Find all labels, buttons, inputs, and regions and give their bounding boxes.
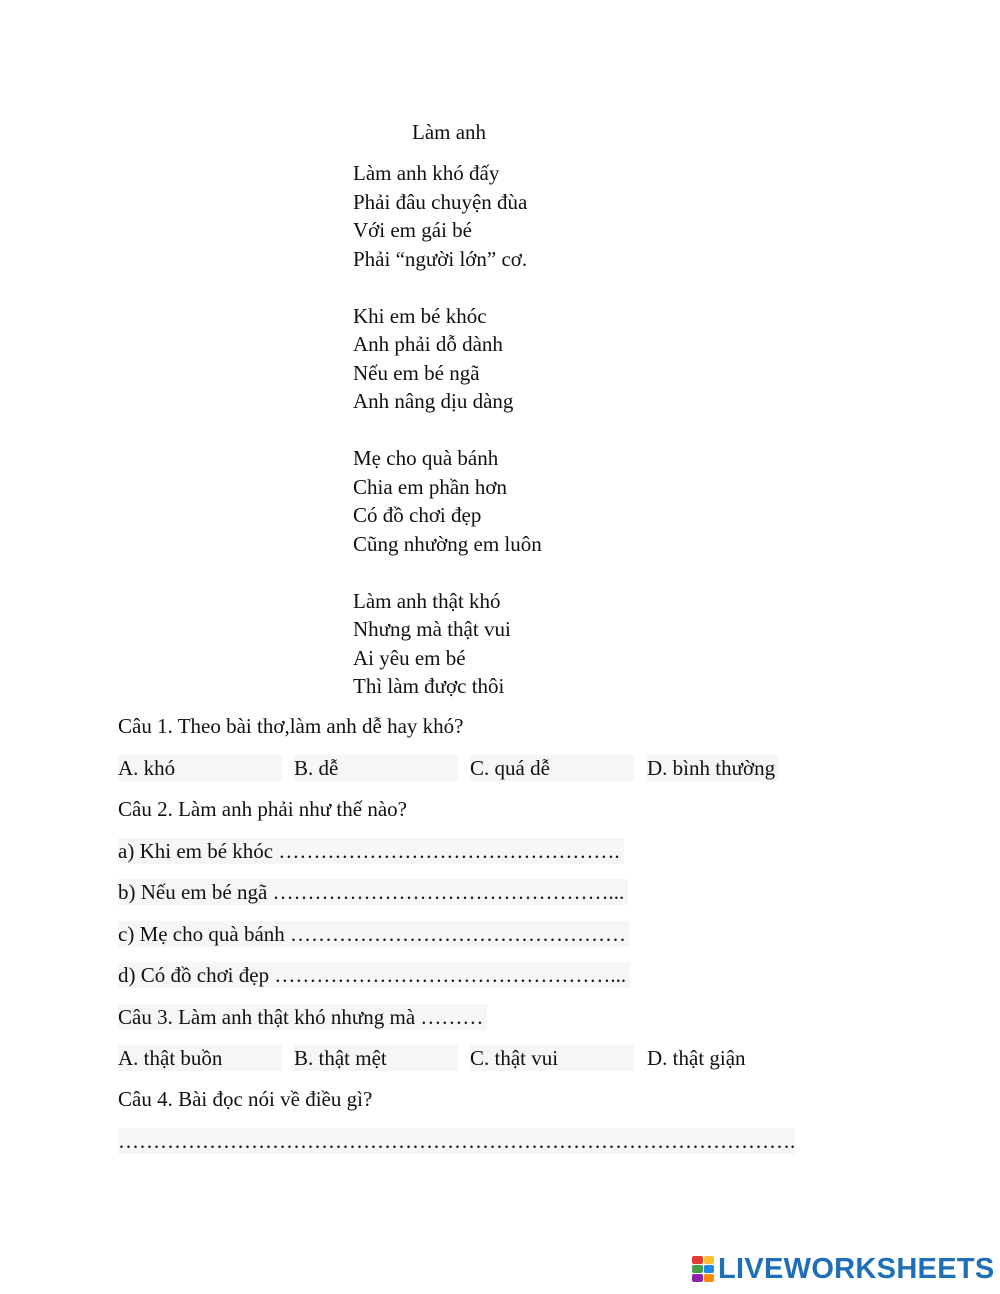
poem-line: Anh nâng dịu dàng [353, 389, 514, 413]
q2-answer-b[interactable]: b) Nếu em bé ngã …………………………………………... [118, 879, 628, 905]
poem-line: Cũng nhường em luôn [353, 531, 542, 556]
poem-title: Làm anh [412, 120, 487, 144]
question-3-options [118, 1045, 838, 1071]
q3-option-b[interactable]: B. thật mệt [294, 1045, 458, 1071]
poem-line: Làm anh khó đấy [353, 161, 500, 185]
q3-option-d[interactable]: D. thật giận [647, 1046, 746, 1070]
poem-line: Có đồ chơi đẹp [353, 503, 482, 527]
poem-line: Nhưng mà thật vui [353, 617, 511, 641]
q1-option-d[interactable]: D. bình thường [647, 755, 779, 781]
poem-stanza [353, 444, 542, 558]
q2-answer-d[interactable]: d) Có đồ chơi đẹp …………………………………………... [118, 962, 630, 988]
question-1-text: Câu 1. Theo bài thơ,làm anh dễ hay khó? [118, 714, 464, 738]
q1-option-a[interactable]: A. khó [118, 755, 282, 781]
q3-option-a[interactable]: A. thật buồn [118, 1045, 282, 1071]
q2-answer-c[interactable]: c) Mẹ cho quà bánh ………………………………………… [118, 921, 630, 947]
poem-line: Mẹ cho quà bánh [353, 446, 499, 470]
question-2-text: Câu 2. Làm anh phải như thế nào? [118, 797, 407, 821]
poem-line: Nếu em bé ngã [353, 360, 480, 385]
poem-line: Phải “người lớn” cơ. [353, 246, 528, 271]
poem-line: Làm anh thật khó [353, 588, 501, 613]
poem-stanza [353, 302, 542, 416]
poem-stanza [353, 159, 542, 273]
q1-option-c[interactable]: C. quá dễ [470, 755, 634, 781]
q1-option-b[interactable]: B. dễ [294, 755, 458, 781]
q3-option-c[interactable]: C. thật vui [470, 1045, 634, 1071]
poem-body [353, 159, 542, 701]
poem-line: Khi em bé khóc [353, 303, 487, 328]
logo-mark-icon [692, 1256, 714, 1282]
poem-stanza [353, 587, 542, 701]
q2-answer-a[interactable]: a) Khi em bé khóc …………………………………………. [118, 838, 624, 864]
poem-line: Ai yêu em bé [353, 645, 466, 670]
poem-line: Thì làm được thôi [353, 674, 505, 698]
question-4-text: Câu 4. Bài đọc nói về điều gì? [118, 1087, 373, 1111]
question-3-text[interactable]: Câu 3. Làm anh thật khó nhưng mà ……… [118, 1004, 487, 1030]
poem-line: Anh phải dỗ dành [353, 332, 503, 356]
poem-line: Chia em phần hơn [353, 474, 507, 499]
poem-line: Với em gái bé [353, 218, 472, 242]
question-1-options [118, 755, 838, 781]
liveworksheets-logo [692, 1254, 995, 1284]
logo-text: LIVEWORKSHEETS [718, 1253, 995, 1285]
q4-answer-input[interactable]: ……………………………………………………………………………………. [118, 1129, 796, 1153]
poem-line: Phải đâu chuyện đùa [353, 189, 528, 214]
